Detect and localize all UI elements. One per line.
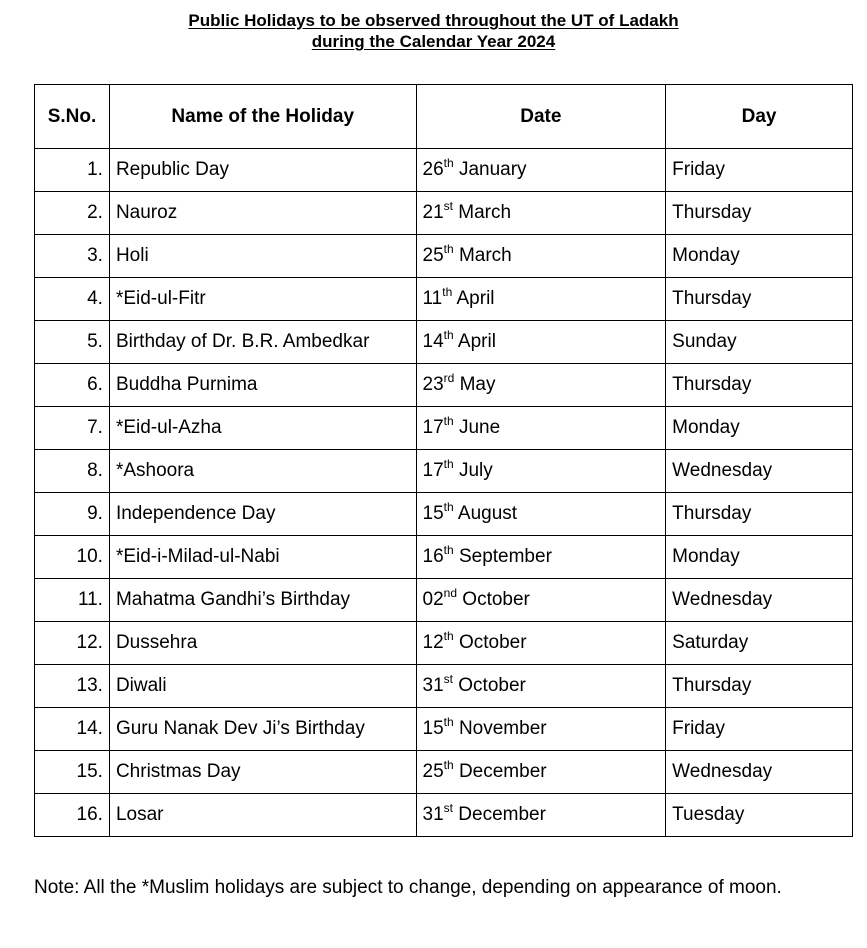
date-ordinal-suffix: th [443,327,454,342]
cell-date [416,665,666,708]
cell-sno: 1. [35,149,110,192]
footnote: Note: All the *Muslim holidays are subject to change, depending on appearance of moon. [34,877,782,898]
date-ordinal-suffix: th [443,413,454,428]
date-day-number: 02 [422,589,444,610]
table-row [35,321,853,364]
date-month: April [453,331,496,352]
cell-holiday-name: Christmas Day [109,751,416,794]
cell-date [416,149,666,192]
header-name: Name of the Holiday [109,85,416,149]
date-month: November [453,718,547,739]
cell-date [416,751,666,794]
cell-day: Thursday [666,278,853,321]
cell-date [416,321,666,364]
cell-sno: 11. [35,579,110,622]
cell-sno: 12. [35,622,110,665]
table-row [35,407,853,450]
cell-sno: 3. [35,235,110,278]
date-month: March [453,245,512,266]
cell-day: Wednesday [666,751,853,794]
date-month: August [453,503,518,524]
cell-holiday-name: Dussehra [109,622,416,665]
cell-sno: 16. [35,794,110,837]
cell-holiday-name: *Eid-ul-Fitr [109,278,416,321]
cell-day: Wednesday [666,579,853,622]
date-day-number: 16 [422,546,444,567]
cell-sno: 10. [35,536,110,579]
header-date: Date [416,85,666,149]
date-month: September [453,546,552,567]
holiday-table [34,84,853,837]
cell-date [416,278,666,321]
date-ordinal-suffix: st [443,800,453,815]
cell-day: Monday [666,235,853,278]
date-day-number: 14 [422,331,444,352]
date-ordinal-suffix: th [443,714,454,729]
cell-day: Thursday [666,665,853,708]
cell-sno: 2. [35,192,110,235]
table-row [35,794,853,837]
table-row [35,665,853,708]
cell-date [416,536,666,579]
date-ordinal-suffix: rd [443,370,455,385]
document-title [0,10,867,52]
cell-sno: 4. [35,278,110,321]
cell-holiday-name: Buddha Purnima [109,364,416,407]
cell-holiday-name: Republic Day [109,149,416,192]
table-row [35,536,853,579]
cell-day: Monday [666,536,853,579]
date-month: May [454,374,496,395]
cell-sno: 8. [35,450,110,493]
cell-holiday-name: *Eid-ul-Azha [109,407,416,450]
cell-holiday-name: Losar [109,794,416,837]
date-month: December [453,761,547,782]
date-day-number: 12 [422,632,444,653]
cell-date [416,794,666,837]
title-line-2: during the Calendar Year 2024 [311,32,556,51]
table-row [35,235,853,278]
cell-date [416,407,666,450]
cell-sno: 6. [35,364,110,407]
date-day-number: 17 [422,460,444,481]
date-month: October [453,632,527,653]
cell-date [416,579,666,622]
date-month: October [457,589,530,610]
date-month: April [452,288,495,309]
header-sno: S.No. [35,85,110,149]
title-line-1: Public Holidays to be observed throughout the UT of Ladakh [188,11,679,30]
date-day-number: 31 [422,804,444,825]
cell-date [416,364,666,407]
table-row [35,622,853,665]
date-ordinal-suffix: th [443,155,454,170]
table-row [35,278,853,321]
header-day: Day [666,85,853,149]
table-row [35,708,853,751]
cell-day: Friday [666,708,853,751]
date-ordinal-suffix: th [443,542,454,557]
date-ordinal-suffix: th [443,499,454,514]
date-day-number: 31 [422,675,444,696]
cell-sno: 13. [35,665,110,708]
date-ordinal-suffix: th [442,284,453,299]
table-row [35,751,853,794]
cell-day: Wednesday [666,450,853,493]
cell-sno: 7. [35,407,110,450]
cell-day: Thursday [666,364,853,407]
cell-date [416,235,666,278]
cell-date [416,450,666,493]
date-day-number: 26 [422,159,444,180]
date-day-number: 21 [422,202,444,223]
date-month: December [453,804,546,825]
cell-holiday-name: Birthday of Dr. B.R. Ambedkar [109,321,416,364]
date-month: June [453,417,501,438]
cell-holiday-name: Diwali [109,665,416,708]
cell-holiday-name: Nauroz [109,192,416,235]
cell-sno: 15. [35,751,110,794]
cell-sno: 5. [35,321,110,364]
date-ordinal-suffix: st [443,198,453,213]
date-month: March [453,202,512,223]
table-row [35,149,853,192]
date-ordinal-suffix: th [443,241,454,256]
date-day-number: 25 [422,761,444,782]
cell-day: Friday [666,149,853,192]
date-ordinal-suffix: th [443,456,454,471]
cell-holiday-name: Holi [109,235,416,278]
cell-holiday-name: *Ashoora [109,450,416,493]
cell-day: Monday [666,407,853,450]
cell-date [416,708,666,751]
table-row [35,450,853,493]
cell-day: Thursday [666,493,853,536]
cell-date [416,493,666,536]
cell-sno: 9. [35,493,110,536]
cell-day: Tuesday [666,794,853,837]
cell-date [416,622,666,665]
table-row [35,493,853,536]
cell-day: Saturday [666,622,853,665]
date-ordinal-suffix: th [443,757,454,772]
cell-sno: 14. [35,708,110,751]
cell-holiday-name: *Eid-i-Milad-ul-Nabi [109,536,416,579]
date-day-number: 17 [422,417,444,438]
date-ordinal-suffix: st [443,671,453,686]
date-day-number: 15 [422,503,444,524]
date-month: July [453,460,493,481]
date-day-number: 15 [422,718,444,739]
cell-holiday-name: Mahatma Gandhi’s Birthday [109,579,416,622]
date-day-number: 23 [422,374,444,395]
date-ordinal-suffix: nd [443,585,458,600]
table-row [35,579,853,622]
table-body [35,149,853,837]
date-month: October [453,675,526,696]
cell-date [416,192,666,235]
table-row [35,192,853,235]
date-day-number: 11 [422,288,443,309]
date-day-number: 25 [422,245,444,266]
cell-day: Sunday [666,321,853,364]
table-row [35,364,853,407]
date-month: January [453,159,527,180]
cell-day: Thursday [666,192,853,235]
table-header-row [35,85,853,149]
cell-holiday-name: Independence Day [109,493,416,536]
date-ordinal-suffix: th [443,628,454,643]
cell-holiday-name: Guru Nanak Dev Ji’s Birthday [109,708,416,751]
